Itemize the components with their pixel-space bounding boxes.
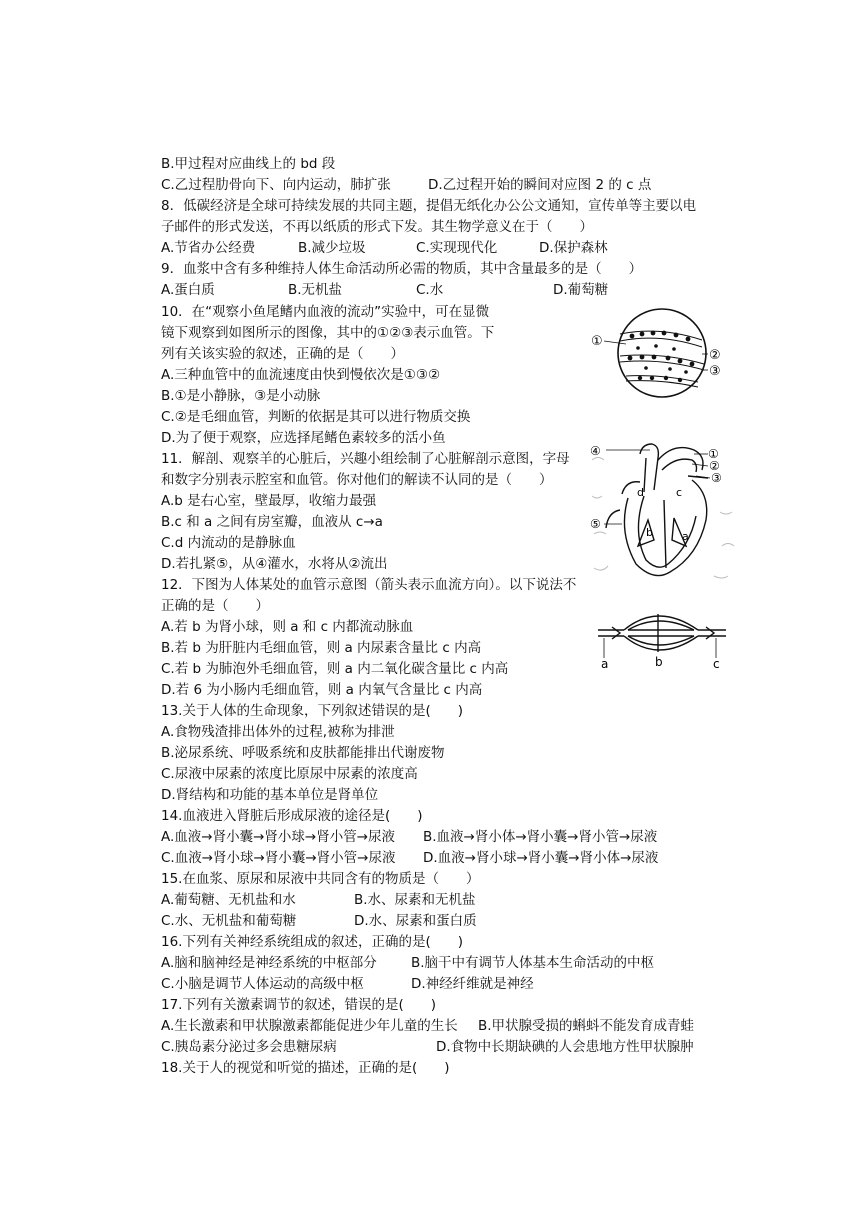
q11-option-b: B.c 和 a 之间有房室瓣，血液从 c→a — [161, 514, 383, 530]
q14-option-a: A.血液→肾小囊→肾小球→肾小管→尿液 — [161, 829, 396, 845]
q8-option-c: C.实现现代化 — [416, 240, 498, 256]
q12-option-c: C.若 b 为肺泡外毛细血管，则 a 内二氧化碳含量比 c 内高 — [161, 661, 509, 677]
heart-chamber-c: c — [676, 486, 683, 499]
q15-option-a: A.葡萄糖、无机盐和水 — [161, 892, 296, 908]
heart-chamber-b: b — [646, 526, 653, 539]
q7-option-c: C.乙过程肋骨向下、向内运动，肺扩张 — [161, 177, 391, 193]
q11-option-c: C.d 内流动的是静脉血 — [161, 535, 296, 551]
q15-stem: 15.在血浆、原尿和尿液中共同含有的物质是（ ） — [161, 871, 480, 887]
heart-chamber-a: a — [682, 530, 689, 543]
q10-stem-cont1: 镜下观察到如图所示的图像，其中的①②③表示血管。下 — [161, 325, 495, 341]
q8-stem-cont: 子邮件的形式发送，不再以纸质的形式下发。其生物学意义在于（ ） — [161, 219, 593, 235]
q12-option-a: A.若 b 为肾小球，则 a 和 c 内都流动脉血 — [161, 619, 414, 635]
q15-option-c: C.水、无机盐和葡萄糖 — [161, 913, 297, 929]
q12-option-d: D.若 6 为小肠内毛细血管，则 a 内氧气含量比 c 内高 — [161, 682, 483, 698]
blood-vessel-figure — [594, 604, 734, 674]
q17-option-b: B.甲状腺受损的蝌蚪不能发育成青蛙 — [478, 1018, 695, 1034]
heart-label-5: ⑤ — [590, 517, 601, 531]
vessel-b-label: b — [655, 655, 663, 669]
q18-stem: 18.关于人的视觉和听觉的描述，正确的是( ) — [161, 1060, 450, 1076]
vessel-label-1: ① — [591, 334, 603, 349]
q15-option-d: D.水、尿素和蛋白质 — [354, 913, 477, 929]
q16-option-c: C.小脑是调节人体运动的高级中枢 — [161, 976, 364, 992]
q16-option-d: D.神经纤维就是神经 — [411, 976, 534, 992]
q16-stem: 16.下列有关神经系统组成的叙述，正确的是( ) — [161, 934, 464, 950]
q14-option-c: C.血液→肾小球→肾小囊→肾小管→尿液 — [161, 850, 396, 866]
q7-option-b: B.甲过程对应曲线上的 bd 段 — [161, 156, 336, 172]
q10-stem: 10．在“观察小鱼尾鳍内血液的流动”实验中，可在显微 — [161, 304, 490, 320]
heart-label-1: ① — [708, 447, 719, 461]
q13-option-a: A.食物残渣排出体外的过程,被称为排泄 — [161, 724, 395, 740]
q12-stem-cont: 正确的是（ ） — [161, 598, 269, 614]
q13-option-c: C.尿液中尿素的浓度比原尿中尿素的浓度高 — [161, 766, 418, 782]
q9-option-b: B.无机盐 — [288, 282, 343, 298]
q11-option-d: D.若扎紧⑤，从④灌水，水将从②流出 — [161, 556, 388, 572]
q13-stem: 13.关于人体的生命现象，下列叙述错误的是( ) — [161, 703, 464, 719]
q17-stem: 17.下列有关激素调节的叙述，错误的是( ) — [161, 997, 437, 1013]
vessel-c-label: c — [713, 657, 720, 671]
q14-option-d: D.血液→肾小球→肾小囊→肾小体→尿液 — [423, 850, 659, 866]
q12-stem: 12．下图为人体某处的血管示意图（箭头表示血流方向）。以下说法不 — [161, 577, 577, 593]
q9-option-c: C.水 — [416, 282, 444, 298]
heart-label-4: ④ — [590, 444, 601, 458]
q8-option-b: B.减少垃圾 — [298, 240, 366, 256]
q16-option-b: B.脑干中有调节人体基本生命活动的中枢 — [411, 955, 655, 971]
heart-chamber-d: d — [637, 486, 644, 499]
q9-option-a: A.蛋白质 — [161, 282, 215, 298]
q7-option-d: D.乙过程开始的瞬间对应图 2 的 c 点 — [428, 177, 652, 193]
q10-option-b: B.①是小静脉，③是小动脉 — [161, 388, 321, 404]
fish-tail-microscope-figure — [590, 304, 725, 402]
q10-option-a: A.三种血管中的血流速度由快到慢依次是①③② — [161, 367, 441, 383]
heart-label-2: ② — [709, 459, 720, 473]
vessel-a-label: a — [601, 657, 609, 671]
q13-option-d: D.肾结构和功能的基本单位是肾单位 — [161, 787, 379, 803]
q10-option-d: D.为了便于观察，应选择尾鳍色素较多的活小鱼 — [161, 430, 446, 446]
q8-option-a: A.节省办公经费 — [161, 240, 256, 256]
q14-option-b: B.血液→肾小体→肾小囊→肾小管→尿液 — [423, 829, 658, 845]
vessel-label-3: ③ — [709, 364, 721, 379]
q13-option-b: B.泌尿系统、呼吸系统和皮肤都能排出代谢废物 — [161, 745, 445, 761]
q11-option-a: A.b 是右心室，壁最厚，收缩力最强 — [161, 493, 377, 509]
q14-stem: 14.血液进入肾脏后形成尿液的途径是( ) — [161, 808, 423, 824]
vessel-label-2: ② — [709, 348, 721, 363]
q17-option-c: C.胰岛素分泌过多会患糖尿病 — [161, 1039, 337, 1055]
q8-option-d: D.保护森林 — [539, 240, 608, 256]
q11-stem: 11．解剖、观察羊的心脏后，兴趣小组绘制了心脏解剖示意图，字母 — [161, 451, 570, 467]
q17-option-d: D.食物中长期缺碘的人会患地方性甲状腺肿 — [436, 1039, 694, 1055]
q11-stem-cont: 和数字分别表示腔室和血管。你对他们的解读不认同的是（ ） — [161, 472, 553, 488]
q10-option-c: C.②是毛细血管，判断的依据是其可以进行物质交换 — [161, 409, 471, 425]
q8-stem: 8．低碳经济是全球可持续发展的共同主题，提倡无纸化办公公文通知，宣传单等主要以电 — [161, 198, 697, 214]
q17-option-a: A.生长激素和甲状腺激素都能促进少年儿童的生长 — [161, 1018, 458, 1034]
q12-option-b: B.若 b 为肝脏内毛细血管，则 a 内尿素含量比 c 内高 — [161, 640, 482, 656]
q9-option-d: D.葡萄糖 — [553, 282, 609, 298]
q10-stem-cont2: 列有关该实验的叙述，正确的是（ ） — [161, 346, 404, 362]
q9-stem: 9．血浆中含有多种维持人体生命活动所必需的物质，其中含量最多的是（ ） — [161, 261, 643, 277]
heart-diagram-figure — [588, 436, 738, 586]
heart-label-3: ③ — [711, 471, 722, 485]
q15-option-b: B.水、尿素和无机盐 — [354, 892, 476, 908]
q16-option-a: A.脑和脑神经是神经系统的中枢部分 — [161, 955, 377, 971]
